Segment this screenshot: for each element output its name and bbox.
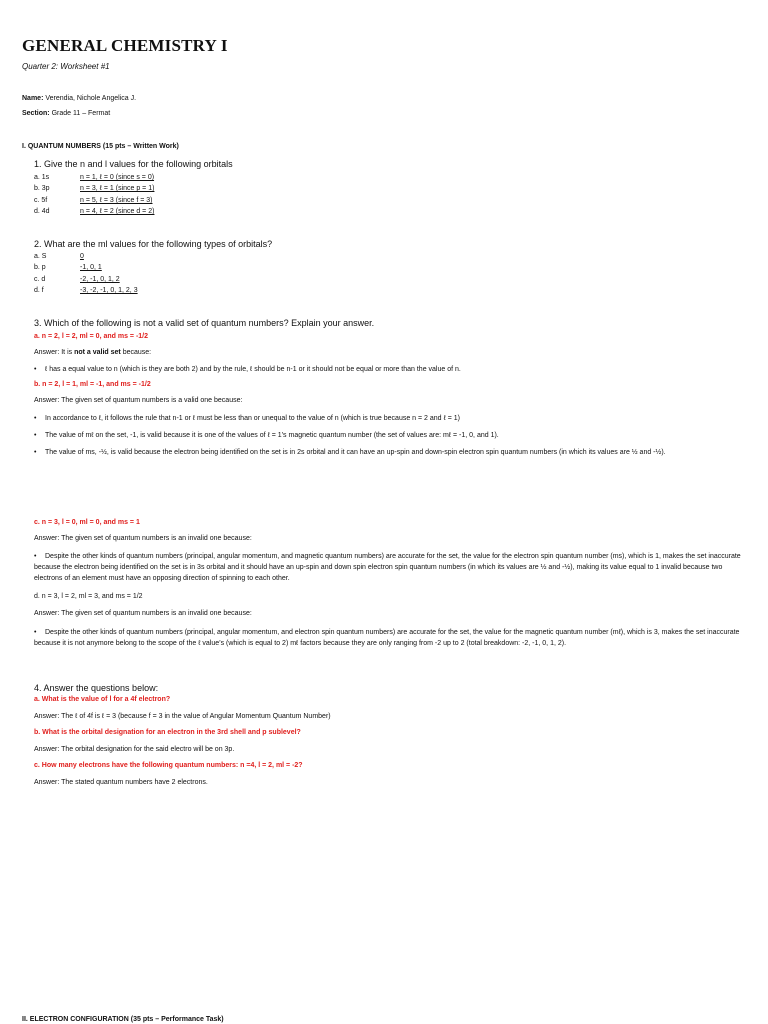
q1-item-label: c. 5f — [34, 197, 48, 204]
q1-item-value: n = 4, ℓ = 2 (since d = 2) — [80, 208, 155, 215]
q1-item-value: n = 5, ℓ = 3 (since f = 3) — [80, 197, 153, 204]
section-value: Grade 11 – Fermat — [51, 110, 111, 117]
q4c-answer: Answer: The stated quantum numbers have 2 electrons. — [34, 779, 208, 786]
name-value: Verendia, Nichole Angelica J. — [45, 95, 137, 102]
q3b-bullet — [34, 413, 746, 424]
bullet-icon: • — [34, 629, 37, 636]
q4b-answer: Answer: The orbital designation for the said electro will be on 3p. — [34, 746, 235, 753]
document-subtitle: Quarter 2: Worksheet #1 — [22, 62, 110, 71]
q4c-heading: c. How many electrons have the following quantum numbers: n =4, l = 2, ml = -2? — [34, 762, 303, 769]
q4a-heading: a. What is the value of l for a 4f electron? — [34, 696, 171, 703]
bullet-icon: • — [34, 449, 37, 456]
q3d-heading: d. n = 3, l = 2, ml = 3, and ms = 1/2 — [34, 593, 143, 600]
q3b-bullet-text: In accordance to ℓ, it follows the rule that n-1 or ℓ must be less than or unequal to the value of n (which is true because n = 2 and ℓ = 1) — [45, 415, 460, 422]
section-line — [22, 110, 110, 117]
q3b-heading: b. n = 2, l = 1, ml = -1, and ms = -1/2 — [34, 381, 151, 388]
q3a-answer-bold: not a valid set — [74, 349, 121, 356]
name-line — [22, 95, 136, 102]
q1-prompt: 1. Give the n and l values for the following orbitals — [34, 159, 233, 169]
q3c-bullet-text: Despite the other kinds of quantum numbers (principal, angular momentum, and magnetic quantum numbers) are accurate for the set, the value for the electron spin quantum number (ms), which is 1, makes the set inaccurate because the electron being identified on the set is in 3s orbital and it should have an up-spin and down spin electron spin quantum numbers (in which its values are ½ and -½), making its value equal to 1 invalid because two electrons of an element must have an opposing direction of spinning to each other. — [34, 553, 741, 582]
q2-item-value: 0 — [80, 253, 84, 260]
q3a-bullet — [34, 364, 746, 375]
q1-item-value: n = 1, ℓ = 0 (since s = 0) — [80, 174, 155, 181]
q4-prompt: 4. Answer the questions below: — [34, 683, 159, 693]
q3c-heading: c. n = 3, l = 0, ml = 0, and ms = 1 — [34, 519, 140, 526]
q3b-bullet-text: The value of mℓ on the set, -1, is valid because it is one of the values of ℓ = 1’s magnetic quantum number (the set of values are: mℓ = -1, 0, and 1). — [45, 432, 499, 439]
q3c-answer: Answer: The given set of quantum numbers is an invalid one because: — [34, 535, 252, 542]
q2-item-value: -3, -2, -1, 0, 1, 2, 3 — [80, 287, 138, 294]
q1-item-label: a. 1s — [34, 174, 50, 181]
q1-item-value: n = 3, ℓ = 1 (since p = 1) — [80, 185, 155, 192]
q3b-bullet — [34, 447, 746, 458]
q1-item-label: b. 3p — [34, 185, 50, 192]
q2-item-label: a. S — [34, 253, 47, 260]
q3a-answer-post: because: — [120, 349, 152, 356]
q2-item-value: -2, -1, 0, 1, 2 — [80, 276, 120, 283]
q3a-heading: a. n = 2, l = 2, ml = 0, and ms = -1/2 — [34, 333, 148, 340]
q3b-bullet-text: The value of ms, -½, is valid because the electron being identified on the set is in 2s orbital and it can have an up-spin and down-spin electron spin quantum numbers (in which its values are ½ and -½). — [45, 449, 666, 456]
document-title: GENERAL CHEMISTRY I — [22, 36, 228, 55]
bullet-icon: • — [34, 415, 37, 422]
part2-heading: II. ELECTRON CONFIGURATION (35 pts – Performance Task) — [22, 1016, 224, 1023]
part1-heading: I. QUANTUM NUMBERS (15 pts – Written Work) — [22, 143, 179, 150]
q3d-bullet — [34, 627, 746, 649]
q2-prompt: 2. What are the ml values for the following types of orbitals? — [34, 239, 273, 249]
q3c-bullet — [34, 551, 746, 584]
bullet-icon: • — [34, 366, 37, 373]
q3a-answer — [34, 349, 151, 356]
section-label: Section: — [22, 110, 50, 117]
q3d-bullet-text: Despite the other kinds of quantum numbers (principal, angular momentum, and electron spin quantum numbers) are accurate for the set, the value for the magnetic quantum number (mℓ), which is 3, makes the set inaccurate because it is not anymore belong to the scope of the ℓ value’s (which is equal to 2) mℓ factors because they are only ranging from -2 up to 2 (total breakdown: -2, -1, 0, 1, 2). — [34, 629, 740, 647]
q3-prompt: 3. Which of the following is not a valid set of quantum numbers? Explain your answer. — [34, 318, 375, 328]
q3a-answer-pre: Answer: It is — [34, 349, 75, 356]
q2-item-label: d. f — [34, 287, 44, 294]
q3d-answer: Answer: The given set of quantum numbers is an invalid one because: — [34, 610, 252, 617]
name-label: Name: — [22, 95, 44, 102]
q3a-bullet-text: ℓ has a equal value to n (which is they are both 2) and by the rule, ℓ should be n-1 or it should not be equal or more than the value of n. — [45, 366, 461, 373]
q2-item-value: -1, 0, 1 — [80, 264, 102, 271]
bullet-icon: • — [34, 553, 37, 560]
q1-item-label: d. 4d — [34, 208, 50, 215]
bullet-icon: • — [34, 432, 37, 439]
q2-item-label: b. p — [34, 264, 46, 271]
q4a-answer: Answer: The ℓ of 4f is ℓ = 3 (because f = 3 in the value of Angular Momentum Quantum Number) — [34, 713, 331, 720]
q4b-heading: b. What is the orbital designation for an electron in the 3rd shell and p sublevel? — [34, 729, 301, 736]
q3b-bullet — [34, 430, 746, 441]
q2-item-label: c. d — [34, 276, 46, 283]
q3b-answer: Answer: The given set of quantum numbers is a valid one because: — [34, 397, 243, 404]
